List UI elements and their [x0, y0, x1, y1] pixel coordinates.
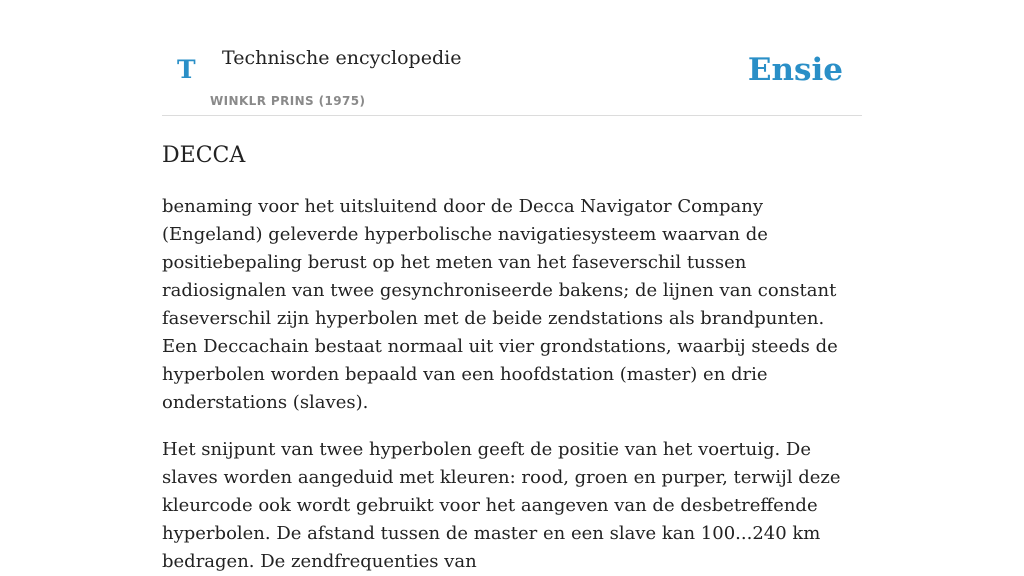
entry-paragraph: Het snijpunt van twee hyperbolen geeft de positie van het voertuig. De slaves worden aangeduid met kleuren: rood, groen en purper, terwijl deze kleurcode ook wordt gebruikt voor het aangeven van de desbetreffende hyperbolen. De afstand tussen de master en een slave kan 100...240 km bedragen. De zendfrequenties van [162, 439, 841, 572]
logo-icon[interactable]: T [177, 55, 196, 84]
entry-content [162, 141, 862, 576]
site-title[interactable]: Technische encyclopedie [222, 47, 462, 69]
brand-logo[interactable]: Ensie [747, 52, 843, 88]
site-header [162, 0, 862, 116]
entry-paragraph: benaming voor het uitsluitend door de Decca Navigator Company (Engeland) geleverde hyperbolische navigatiesysteem waarvan de positiebepaling berust op het meten van het faseverschil tussen radiosignalen van twee gesynchroniseerde bakens; de lijnen van constant faseverschil zijn hyperbolen met de beide zendstations als brandpunten. Een Deccachain bestaat normaal uit vier grondstations, waarbij steeds de hyperbolen worden bepaald van een hoofdstation (master) en drie onderstations (slaves). [162, 196, 838, 413]
entry-title: DECCA [162, 143, 246, 168]
source-subtitle: WINKLR PRINS (1975) [210, 94, 366, 108]
page [162, 0, 862, 572]
